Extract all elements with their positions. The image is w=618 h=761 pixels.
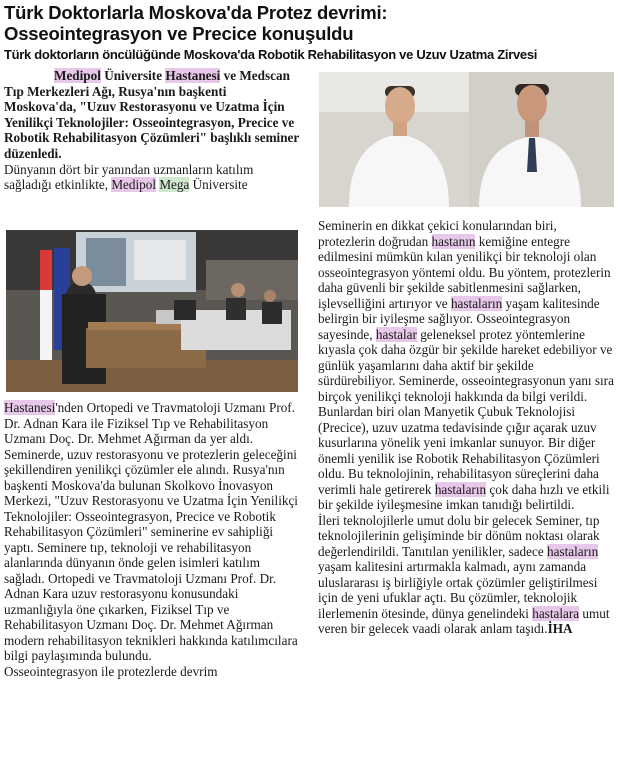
left-body-text: 'nden Ortopedi ve Travmatoloji Uzmanı Prof. Dr. Adnan Kara ile Fiziksel Tıp ve Rehabilitasyon Uzmanı Doç. Dr. Mehmet Ağırman da yer aldı. Seminerde, uzuv restorasyonu ve protezlerin geleceğini şekillendiren yenilikçi çözümler ele alındı. Rusya'nın başkenti Moskova'da bulunan Skolkovo İnovasyon Merkezi, "Uzuv Restorasyonu ve Uzatma İçin Yenilikçi Teknolojiler: Osseointegrasyon, Precice ve Robotik Rehabilitasyon Çözümleri" seminerine ev sahipliği yaptı. Seminere tıp, teknoloji ve rehabilitasyon alanlarında dünyanın önde gelen isimleri katılım sağladı. Ortopedi ve Travmatoloji Uzmanı Prof. Dr. Adnan Kara uzuv restorasyonu konusundaki uzmanlığıyla öne çıkarken, Fiziksel Tıp ve Rehabilitasyon Uzmanı Doç. Dr. Mehmet Ağırman modern rehabilitasyon teknikleri hakkında katılımcılara bilgi paylaşımında bulundu. <box>4 400 298 663</box>
intro-text-1: Dünyanın dört bir yanından uzmanların katılım sağladığı etkinlikte, <box>4 161 254 193</box>
right-body-paragraph-2: İleri teknolojilerle umut dolu bir gelecek Seminer, tıp teknolojilerinin gelişiminde bir dönüm noktası olarak değerlendirildi. Tanıtılan yenilikler, sadece hastaların yaşam kalitesini artırmakla kalmadı, aynı zamanda uluslararası iş birliğiyle ortak çözümler geliştirilmesi için de yeni ufuklar açtı. Bu çözümler, teknolojik ilerlemenin ötesinde, dünya genelindeki hastalara umut veren bir gelecek vaadi olarak anlam taşıdı.İHA <box>318 512 610 636</box>
right-body-paragraph-1: Seminerin en dikkat çekici konularından biri, protezlerin doğrudan hastanın kemiğine entegre edilmesini mümkün kılan yenilikçi bir teknoloji olan osseointegrasyon yöntemi oldu. Bu yöntem, protezlerin daha güvenli bir şekilde sabitlenmesini sağlarken, işlevselliğini artırıyor ve hastaların yaşam kalitesinde belirgin bir iyileşme sağlıyor. Osseointegrasyon sayesinde, hastalar geleneksel protez yöntemlerine kıyasla çok daha özgür bir şekilde hareket edebiliyor ve günlük yaşamlarını daha aktif bir şekilde sürdürebiliyor. Seminerde, osseointegrasyonun yanı sıra birçok yenilikçi teknoloji hakkında da bilgi verildi. Bunlardan biri olan Manyetik Çubuk Teknolojisi (Precice), uzuv uzatma tedavisinde çığır açarak uzuv kusurlarına yönelik yeni imkanlar sunuyor. Bir diğer önemli yenilik ise Robotik Rehabilitasyon Çözümleri oldu. Bu teknolojinin, rehabilitasyon süreçlerini daha verimli hale getirerek hastaların çok daha hızlı ve etkili bir şekilde iyileşmesine imkan tanıdığı belirtildi. <box>318 218 614 512</box>
left-body-paragraph <box>4 400 302 664</box>
highlight-hastalarin: hastaların <box>450 295 503 311</box>
seminar-photo <box>6 230 298 392</box>
seminar-photo-illustration <box>6 230 298 392</box>
highlight-hastanesi: Hastanesi <box>165 68 221 83</box>
lead-text-2: ve Medscan Tıp Merkezleri Ağı, Rusya'nın başkenti Moskova'da, "Uzuv Restorasyonu ve Uzatma İçin Yenilikçi Teknolojiler: Osseointegrasyon, Precice ve Robotik Rehabilitasyon Çözümleri" başlıklı seminer düzenledi. <box>4 68 300 161</box>
intro-text-2: Üniversite <box>189 177 248 193</box>
highlight-hastanesi-2: Hastanesi <box>4 400 56 415</box>
highlight-hastalarin-2: hastaların <box>434 481 487 497</box>
highlight-hastalarin-3: hastaların <box>547 543 599 559</box>
lead-text-1: Üniversite <box>100 68 166 83</box>
headline <box>4 2 614 44</box>
doctors-photo <box>319 72 614 207</box>
highlight-hastalar: hastalar <box>375 326 417 342</box>
left-column-top <box>4 68 300 193</box>
highlight-medipol-2: Medipol <box>111 177 157 193</box>
lead-paragraph <box>4 68 300 162</box>
headline-line-2: Osseointegrasyon ve Precice konuşuldu <box>4 23 354 44</box>
subheadline: Türk doktorların öncülüğünde Moskova'da Robotik Rehabilitasyon ve Uzuv Uzatma Zirvesi <box>4 47 538 62</box>
highlight-hastalara: hastalara <box>532 605 580 621</box>
right-column-body <box>318 218 614 637</box>
highlight-mega: Mega <box>159 177 190 193</box>
doctors-photo-illustration <box>319 72 614 207</box>
section-heading-osseointegration: Osseointegrasyon ile protezlerde devrim <box>4 663 218 679</box>
left-column-body <box>4 400 302 679</box>
headline-line-1: Türk Doktorlarla Moskova'da Protez devrimi: <box>4 2 388 23</box>
intro-paragraph <box>4 162 300 193</box>
highlight-hastanin: hastanın <box>431 233 476 249</box>
agency-credit: İHA <box>547 621 573 636</box>
highlight-medipol: Medipol <box>54 68 101 83</box>
